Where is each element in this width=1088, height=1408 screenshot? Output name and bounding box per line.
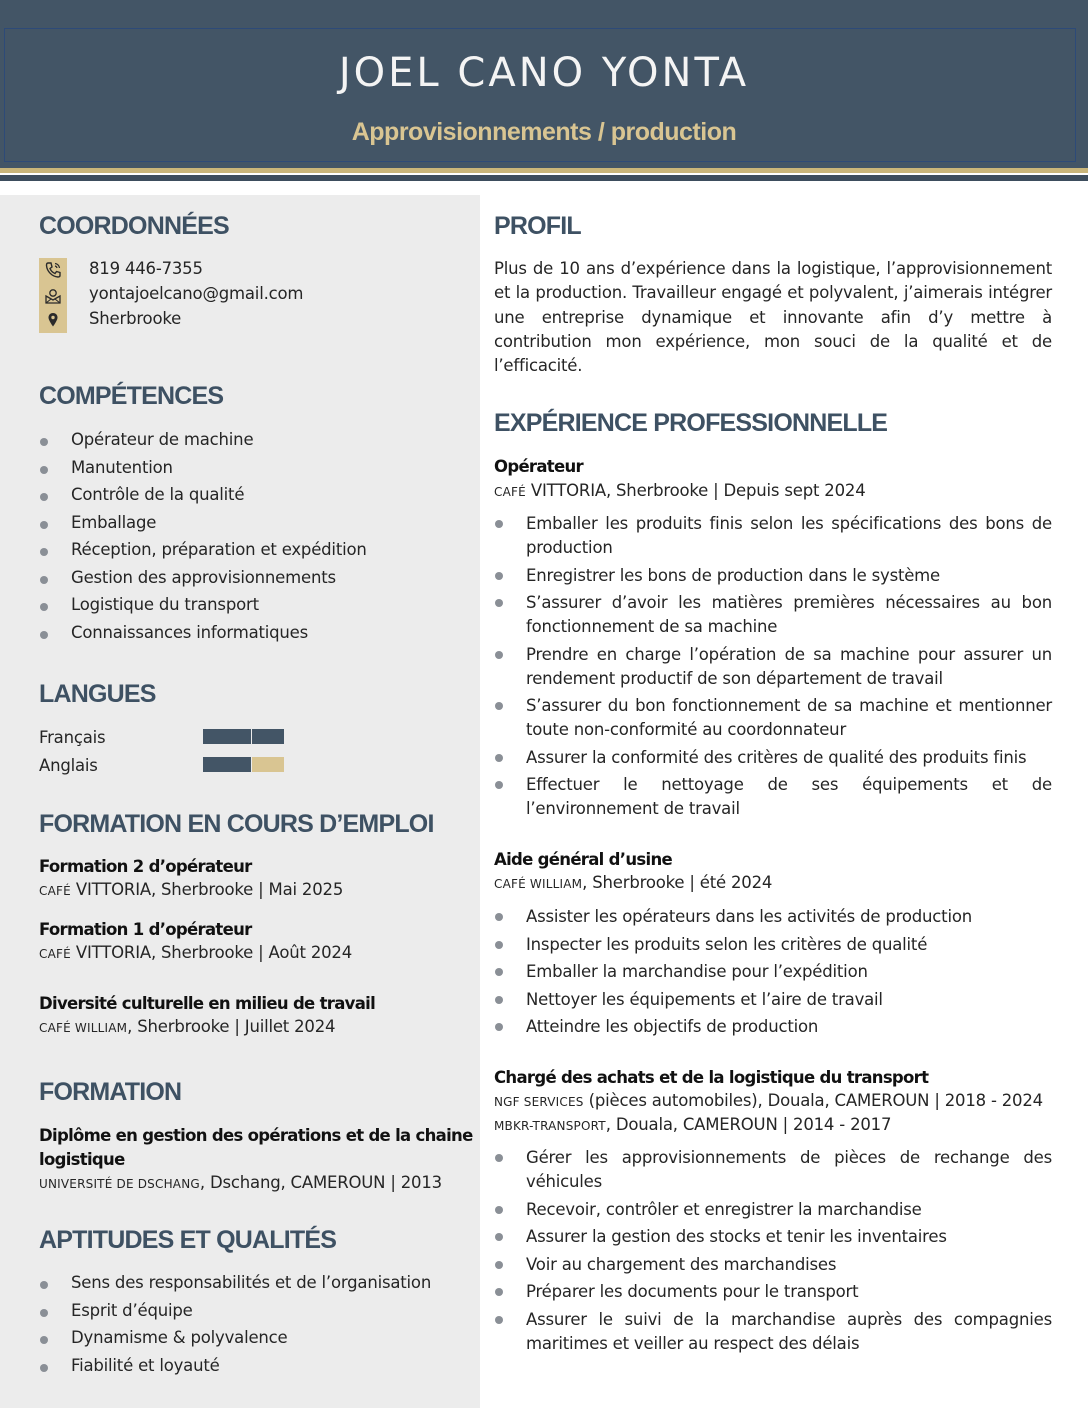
task-item: Assurer la conformité des critères de qualité des produits finis (494, 746, 1052, 770)
contact-phone: 819 446-7355 (89, 259, 203, 278)
person-name: JOEL CANO YONTA (338, 50, 750, 96)
qualities-heading: APTITUDES ET QUALITÉS (39, 1226, 337, 1254)
degree-meta: UNIVERSITÉ DE DSCHANG, Dschang, CAMEROUN | 2013 (39, 1173, 442, 1192)
task-item: Assister les opérateurs dans les activités de production (494, 905, 1052, 929)
job-title: Aide général d’usine (494, 850, 673, 869)
training-meta: CAFÉ VITTORIA, Sherbrooke | Août 2024 (39, 943, 353, 962)
language-level-segment (203, 757, 251, 772)
task-item: Atteindre les objectifs de production (494, 1015, 1052, 1039)
job-tasks (494, 1146, 1052, 1359)
profile-text: Plus de 10 ans d’expérience dans la logistique, l’approvisionnement et la production. Travailleur engagé et polyvalent, j’aimerais intégrer une entreprise dynamique et innovante afin d’y mettre à contribution mon expérience, mon souci de la qualité et de l’efficacité. (494, 259, 1052, 376)
experience-heading: EXPÉRIENCE PROFESSIONNELLE (494, 409, 888, 437)
profile-heading: PROFIL (494, 212, 581, 240)
job-title: Opérateur (494, 457, 583, 476)
task-item: Nettoyer les équipements et l’aire de travail (494, 988, 1052, 1012)
phone-icon (44, 261, 62, 279)
task-item: Emballer la marchandise pour l’expédition (494, 960, 1052, 984)
job-tasks (494, 512, 1052, 825)
task-item: Prendre en charge l’opération de sa machine pour assurer un rendement productif de son département de travail (494, 643, 1052, 691)
degree-title-line1: Diplôme en gestion des opérations et de la chaine (39, 1126, 473, 1145)
quality-item: Esprit d’équipe (39, 1301, 431, 1329)
job-meta: CAFÉ VITTORIA, Sherbrooke | Depuis sept 2024 (494, 481, 866, 500)
task-item: Emballer les produits finis selon les spécifications des bons de production (494, 512, 1052, 560)
task-item: Inspecter les produits selon les critères de qualité (494, 933, 1052, 957)
job-tasks (494, 905, 1052, 1043)
task-item: Préparer les documents pour le transport (494, 1280, 1052, 1304)
header-banner (0, 0, 1088, 168)
contact-city: Sherbrooke (89, 309, 182, 328)
training-title: Formation 2 d’opérateur (39, 857, 252, 876)
skills-heading: COMPÉTENCES (39, 382, 224, 410)
job-training-heading: FORMATION EN COURS D’EMPLOI (39, 810, 434, 838)
language-level-segment (203, 729, 251, 744)
qualities-list (39, 1273, 431, 1383)
contact-heading: COORDONNÉES (39, 212, 229, 240)
location-pin-icon (44, 311, 62, 329)
quality-item: Sens des responsabilités et de l’organisation (39, 1273, 431, 1301)
task-item: S’assurer d’avoir les matières premières nécessaires au bon fonctionnement de sa machine (494, 591, 1052, 639)
task-item: S’assurer du bon fonctionnement de sa machine et mentionner toute non-conformité au coordonnateur (494, 694, 1052, 742)
education-heading: FORMATION (39, 1078, 182, 1106)
task-item: Voir au chargement des marchandises (494, 1253, 1052, 1277)
task-item: Recevoir, contrôler et enregistrer la marchandise (494, 1198, 1052, 1222)
task-item: Effectuer le nettoyage de ses équipements et de l’environnement de travail (494, 773, 1052, 821)
job-meta: MBKR-TRANSPORT, Douala, CAMEROUN | 2014 - 2017 (494, 1115, 892, 1134)
quality-item: Dynamisme & polyvalence (39, 1328, 431, 1356)
training-title: Diversité culturelle en milieu de travail (39, 994, 376, 1013)
email-icon (44, 287, 62, 305)
job-meta: CAFÉ WILLIAM, Sherbrooke | été 2024 (494, 873, 773, 892)
skill-item: Emballage (39, 513, 367, 541)
languages-heading: LANGUES (39, 680, 156, 708)
dark-divider (0, 175, 1088, 181)
language-level-segment (252, 729, 284, 744)
task-item: Assurer le suivi de la marchandise auprès des compagnies maritimes et veiller au respect des délais (494, 1308, 1052, 1356)
job-role: Approvisionnements / production (351, 118, 737, 146)
job-title: Chargé des achats et de la logistique du transport (494, 1068, 929, 1087)
skill-item: Connaissances informatiques (39, 623, 367, 651)
skill-item: Contrôle de la qualité (39, 485, 367, 513)
gold-divider (0, 168, 1088, 173)
degree-title-line2: logistique (39, 1150, 125, 1169)
task-item: Assurer la gestion des stocks et tenir les inventaires (494, 1225, 1052, 1249)
task-item: Gérer les approvisionnements de pièces de rechange des véhicules (494, 1146, 1052, 1194)
language-name-english: Anglais (39, 756, 98, 775)
task-item: Enregistrer les bons de production dans le système (494, 564, 1052, 588)
skill-item: Manutention (39, 458, 367, 486)
skill-item: Logistique du transport (39, 595, 367, 623)
training-title: Formation 1 d’opérateur (39, 920, 252, 939)
job-meta: NGF SERVICES (pièces automobiles), Douala, CAMEROUN | 2018 - 2024 (494, 1091, 1043, 1110)
skill-item: Gestion des approvisionnements (39, 568, 367, 596)
training-meta: CAFÉ WILLIAM, Sherbrooke | Juillet 2024 (39, 1017, 336, 1036)
language-level-segment (252, 757, 284, 772)
skills-list (39, 430, 367, 650)
contact-email[interactable]: yontajoelcano@gmail.com (89, 284, 304, 303)
language-name-french: Français (39, 728, 106, 747)
training-meta: CAFÉ VITTORIA, Sherbrooke | Mai 2025 (39, 880, 344, 899)
skill-item: Opérateur de machine (39, 430, 367, 458)
quality-item: Fiabilité et loyauté (39, 1356, 431, 1384)
skill-item: Réception, préparation et expédition (39, 540, 367, 568)
